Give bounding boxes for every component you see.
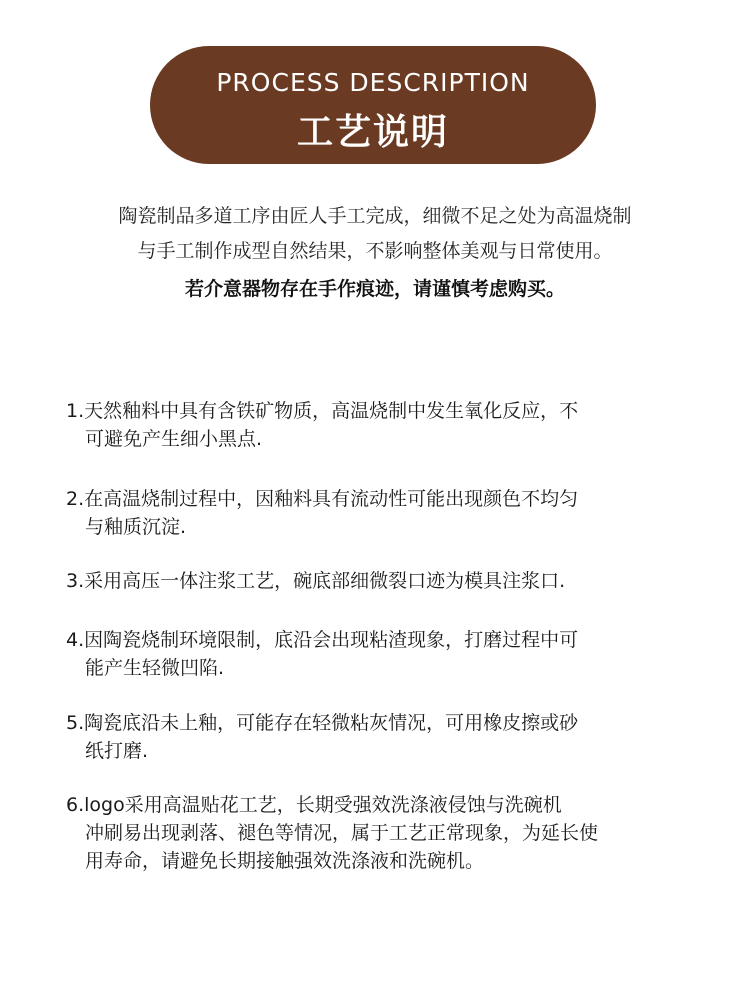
- process-item-4: [66, 626, 702, 682]
- title-banner: [150, 46, 596, 164]
- process-item-5: [66, 709, 702, 765]
- item-line: 4.因陶瓷烧制环境限制，底沿会出现粘渣现象，打磨过程中可: [66, 629, 579, 651]
- process-item-3: [66, 567, 702, 595]
- title-chinese: 工艺说明: [296, 112, 449, 153]
- process-item-2: [66, 485, 702, 541]
- item-line: 可避免产生细小黑点.: [85, 428, 263, 450]
- intro-line-1: 陶瓷制品多道工序由匠人手工完成，细微不足之处为高温烧制: [118, 205, 632, 227]
- item-line: 1.天然釉料中具有含铁矿物质，高温烧制中发生氧化反应，不: [66, 400, 579, 422]
- item-line: 能产生轻微凹陷.: [85, 657, 225, 679]
- item-line: 5.陶瓷底沿未上釉，可能存在轻微粘灰情况，可用橡皮擦或砂: [66, 712, 579, 734]
- process-item-1: [66, 397, 702, 453]
- item-line: 与釉质沉淀.: [85, 516, 187, 538]
- intro-line-2: 与手工制作成型自然结果，不影响整体美观与日常使用。: [137, 240, 613, 262]
- item-line: 纸打磨.: [85, 740, 149, 762]
- process-item-6: [66, 791, 702, 875]
- item-line: 冲刷易出现剥落、褪色等情况，属于工艺正常现象，为延长使: [85, 822, 599, 844]
- item-line: 3.采用高压一体注浆工艺，碗底部细微裂口迹为模具注浆口.: [66, 570, 566, 592]
- item-line: 用寿命，请避免长期接触强效洗涤液和洗碗机。: [85, 850, 485, 872]
- item-line: 2.在高温烧制过程中，因釉料具有流动性可能出现颜色不均匀: [66, 488, 579, 510]
- intro-warning: 若介意器物存在手作痕迹，请谨慎考虑购买。: [184, 278, 565, 300]
- item-line: 6.logo采用高温贴花工艺，长期受强效洗涤液侵蚀与洗碗机: [66, 794, 562, 816]
- title-english: PROCESS DESCRIPTION: [216, 68, 530, 97]
